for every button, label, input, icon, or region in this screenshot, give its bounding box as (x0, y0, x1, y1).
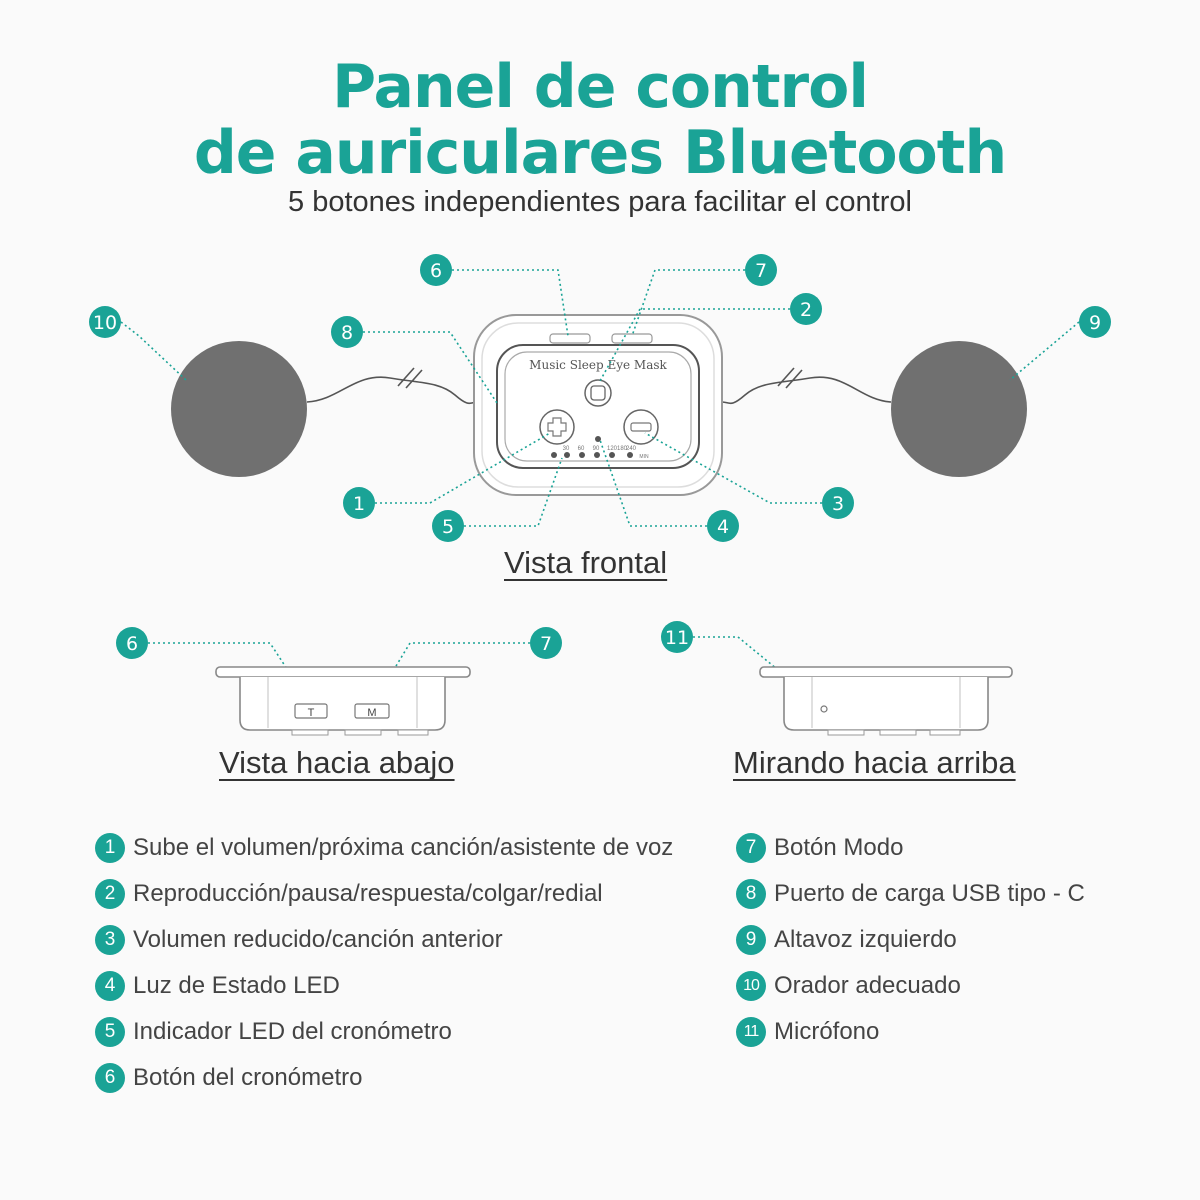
legend-item (95, 1009, 673, 1055)
legend-text: Altavoz izquierdo (774, 926, 957, 953)
down-view-button-m-label: M (367, 707, 377, 719)
timer-mark: MIN (639, 454, 649, 460)
timer-mark: 60 (577, 446, 585, 452)
legend-number: 6 (95, 1063, 125, 1093)
timer-mark: 120 (606, 446, 618, 452)
front-view-label: Vista frontal (504, 545, 668, 580)
legend-text: Reproducción/pausa/respuesta/colgar/redial (133, 880, 603, 907)
down-view-body (240, 677, 445, 730)
legend-text: Puerto de carga USB tipo - C (774, 880, 1085, 907)
legend-number: 8 (736, 879, 766, 909)
down-view-foot (345, 730, 381, 735)
callout-9-label: 9 (1088, 312, 1102, 334)
cable-break-left-b (406, 370, 422, 388)
callout-3-label: 3 (831, 493, 845, 515)
page-title-line1: Panel de control (332, 52, 868, 122)
legend-number: 1 (95, 833, 125, 863)
status-led (595, 436, 601, 442)
down-view-device (216, 667, 470, 735)
up-view-device (760, 667, 1012, 735)
legend-number: 3 (95, 925, 125, 955)
callout-1-label: 1 (352, 493, 366, 515)
legend-item (736, 963, 1085, 1009)
cable-break-left-a (398, 368, 414, 386)
callout-8-label: 8 (340, 322, 354, 344)
top-button-t (550, 334, 590, 343)
legend-left (95, 825, 673, 1101)
legend-item (736, 1009, 1085, 1055)
legend-number: 4 (95, 971, 125, 1001)
legend-item (736, 871, 1085, 917)
callout-4-label: 4 (716, 516, 730, 538)
legend-text: Luz de Estado LED (133, 972, 340, 999)
up-view-foot (828, 730, 864, 735)
legend-number: 5 (95, 1017, 125, 1047)
legend-item (95, 871, 673, 917)
legend-text: Volumen reducido/canción anterior (133, 926, 503, 953)
page-subtitle: 5 botones independientes para facilitar el control (288, 186, 912, 218)
legend-text: Micrófono (774, 1018, 880, 1045)
legend-text: Botón Modo (774, 834, 904, 861)
legend-text: Indicador LED del cronómetro (133, 1018, 452, 1045)
page-title-line2: de auriculares Bluetooth (193, 118, 1007, 188)
legend-item (736, 825, 1085, 871)
legend-number: 9 (736, 925, 766, 955)
timer-mark: 30 (562, 446, 570, 452)
legend-text: Botón del cronómetro (133, 1064, 363, 1091)
callout-7b-label: 7 (539, 633, 553, 655)
timer-led (609, 452, 615, 458)
timer-led (579, 452, 585, 458)
up-view-foot (880, 730, 916, 735)
legend-item (95, 1055, 673, 1101)
callout-2-label: 2 (799, 299, 813, 321)
device-label: Music Sleep Eye Mask (529, 358, 667, 372)
legend-item (95, 963, 673, 1009)
cable-right (722, 377, 891, 403)
down-view-foot (292, 730, 328, 735)
timer-led (627, 452, 633, 458)
timer-led (564, 452, 570, 458)
legend-number: 7 (736, 833, 766, 863)
cable-left (307, 377, 478, 403)
legend-text: Orador adecuado (774, 972, 961, 999)
timer-mark: 90 (592, 446, 600, 452)
legend-item (736, 917, 1085, 963)
legend-item (95, 917, 673, 963)
timer-led (551, 452, 557, 458)
timer-mark: 240 (625, 446, 637, 452)
volume-up-button (540, 410, 574, 444)
cable-break-right-a (778, 368, 794, 386)
callout-7-label: 7 (754, 260, 768, 282)
up-view-lid (760, 667, 1012, 677)
legend-number: 2 (95, 879, 125, 909)
up-view-foot (930, 730, 960, 735)
play-pause-button (585, 380, 611, 406)
legend-number: 10 (736, 971, 766, 1001)
right-speaker (171, 341, 307, 477)
callout-11-label: 11 (664, 627, 690, 649)
callout-5-label: 5 (441, 516, 455, 538)
leader-9 (1010, 322, 1079, 380)
volume-down-button (624, 410, 658, 444)
down-view-label: Vista hacia abajo (219, 745, 455, 780)
timer-led (594, 452, 600, 458)
microphone-hole (821, 706, 827, 712)
legend-text: Sube el volumen/próxima canción/asistente de voz (133, 834, 674, 861)
down-view-foot (398, 730, 428, 735)
legend-right (736, 825, 1085, 1055)
top-button-m (612, 334, 652, 343)
down-view-lid (216, 667, 470, 677)
legend-number: 11 (736, 1017, 766, 1047)
leader-10 (121, 322, 186, 380)
legend-item (95, 825, 673, 871)
callout-6-label: 6 (429, 260, 443, 282)
timer-mark: 180 (616, 446, 628, 452)
left-speaker (891, 341, 1027, 477)
down-view-button-t-label: T (307, 707, 315, 719)
up-view-label: Mirando hacia arriba (733, 745, 1016, 780)
callout-6b-label: 6 (125, 633, 139, 655)
callout-10-label: 10 (92, 312, 118, 334)
up-view-body (784, 677, 988, 730)
